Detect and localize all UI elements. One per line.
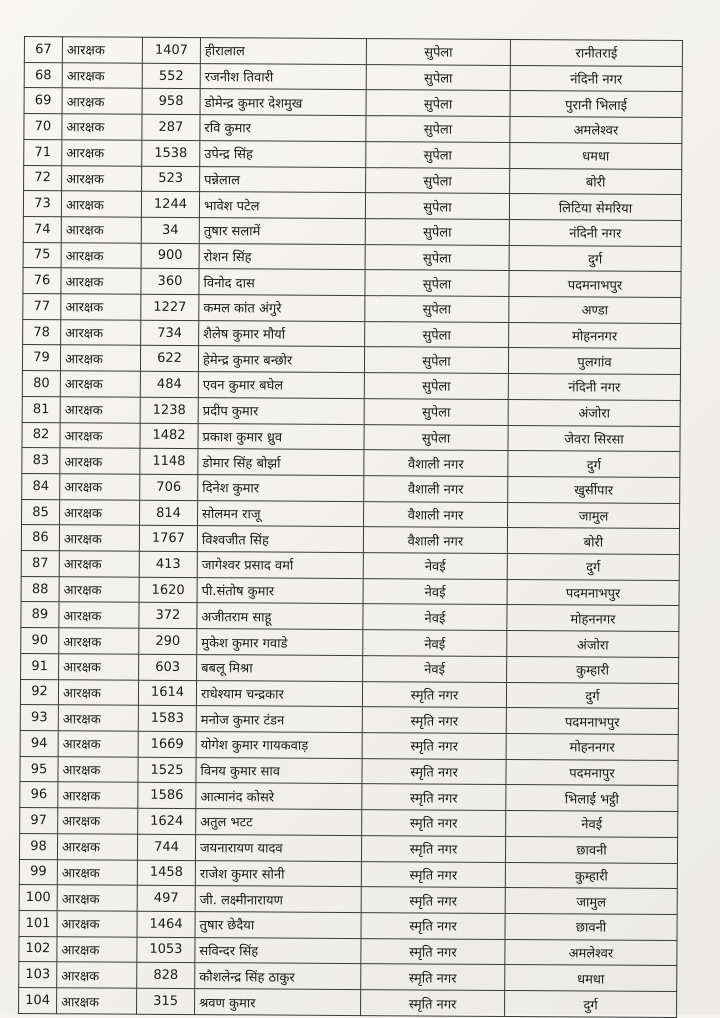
employee-name: राधेश्याम चन्द्रकार bbox=[196, 680, 362, 707]
table-row bbox=[20, 782, 678, 812]
employee-name: सोलमन राजू bbox=[198, 500, 364, 527]
employee-name: राजेश कुमार सोनी bbox=[195, 860, 361, 887]
current-posting: सुपेला bbox=[366, 64, 510, 91]
new-posting: दुर्ग bbox=[508, 451, 680, 478]
table-row bbox=[24, 165, 682, 195]
serial-number: 85 bbox=[22, 499, 60, 525]
new-posting: खुर्सीपार bbox=[508, 476, 680, 503]
table-row bbox=[19, 936, 677, 966]
employee-name: भावेश पटेल bbox=[199, 192, 365, 219]
serial-number: 80 bbox=[22, 371, 60, 397]
rank-cell: आरक्षक bbox=[60, 422, 140, 448]
current-posting: नेवई bbox=[363, 604, 507, 631]
badge-number: 484 bbox=[140, 371, 198, 397]
current-posting: स्मृति नगर bbox=[362, 707, 506, 734]
employee-name: विनय कुमार साव bbox=[196, 757, 362, 784]
table-row bbox=[23, 268, 681, 298]
new-posting: जेवरा सिरसा bbox=[508, 425, 680, 452]
current-posting: सुपेला bbox=[365, 321, 509, 348]
table-row bbox=[24, 88, 682, 118]
serial-number: 81 bbox=[22, 396, 60, 422]
serial-number: 76 bbox=[23, 268, 61, 294]
current-posting: नेवई bbox=[363, 630, 507, 657]
current-posting: सुपेला bbox=[365, 193, 509, 220]
serial-number: 96 bbox=[20, 782, 58, 808]
new-posting: धमधा bbox=[510, 142, 682, 169]
rank-cell: आरक्षक bbox=[61, 191, 141, 217]
new-posting: जामुल bbox=[505, 888, 677, 915]
employee-name: हेमेन्द्र कुमार बन्छोर bbox=[198, 346, 364, 373]
employee-name: डोमेन्द्र कुमार देशमुख bbox=[200, 89, 366, 116]
rank-cell: आरक्षक bbox=[59, 525, 139, 551]
table-row bbox=[19, 859, 677, 889]
serial-number: 71 bbox=[24, 139, 62, 165]
new-posting: छावनी bbox=[505, 836, 677, 863]
new-posting: अमलेश्वर bbox=[510, 117, 682, 144]
current-posting: सुपेला bbox=[365, 270, 509, 297]
rank-cell: आरक्षक bbox=[61, 319, 141, 345]
employee-name: योगेश कुमार गायकवाड़ bbox=[196, 732, 362, 759]
employee-name: रजनीश तिवारी bbox=[200, 63, 366, 90]
table-row bbox=[20, 756, 678, 786]
badge-number: 1767 bbox=[139, 526, 197, 552]
employee-name: विश्वजीत सिंह bbox=[197, 526, 363, 553]
rank-cell: आरक्षक bbox=[57, 885, 137, 911]
new-posting: नंदिनी नगर bbox=[509, 219, 681, 246]
badge-number: 900 bbox=[141, 243, 199, 269]
employee-name: बबलू मिश्रा bbox=[197, 654, 363, 681]
table-row bbox=[21, 576, 679, 606]
serial-number: 72 bbox=[24, 165, 62, 191]
rank-cell: आरक्षक bbox=[60, 448, 140, 474]
new-posting: मोहननगर bbox=[509, 322, 681, 349]
badge-number: 1538 bbox=[142, 140, 200, 166]
badge-number: 413 bbox=[139, 551, 197, 577]
serial-number: 92 bbox=[20, 679, 58, 705]
serial-number: 98 bbox=[19, 833, 57, 859]
badge-number: 315 bbox=[137, 988, 195, 1014]
serial-number: 77 bbox=[23, 294, 61, 320]
current-posting: स्मृति नगर bbox=[361, 990, 505, 1017]
new-posting: बोरी bbox=[507, 528, 679, 555]
rank-cell: आरक्षक bbox=[62, 62, 142, 88]
current-posting: सुपेला bbox=[366, 167, 510, 194]
rank-cell: आरक्षक bbox=[59, 628, 139, 654]
serial-number: 101 bbox=[19, 910, 57, 936]
employee-name: जी. लक्ष्मीनारायण bbox=[195, 886, 361, 913]
rank-cell: आरक्षक bbox=[60, 345, 140, 371]
serial-number: 79 bbox=[22, 345, 60, 371]
table-body bbox=[19, 37, 683, 1018]
badge-number: 360 bbox=[141, 269, 199, 295]
serial-number: 67 bbox=[24, 37, 62, 63]
serial-number: 102 bbox=[19, 936, 57, 962]
current-posting: वैशाली नगर bbox=[363, 527, 507, 554]
serial-number: 87 bbox=[21, 551, 59, 577]
rank-cell: आरक्षक bbox=[60, 499, 140, 525]
new-posting: पदमनाभपुर bbox=[509, 271, 681, 298]
rank-cell: आरक्षक bbox=[57, 988, 137, 1014]
current-posting: स्मृति नगर bbox=[361, 964, 505, 991]
current-posting: सुपेला bbox=[364, 398, 508, 425]
table-row bbox=[20, 679, 678, 709]
new-posting: अंजोरा bbox=[507, 631, 679, 658]
rank-cell: आरक्षक bbox=[61, 217, 141, 243]
new-posting: दुर्ग bbox=[509, 245, 681, 272]
employee-name: जयनारायण यादव bbox=[195, 834, 361, 861]
serial-number: 74 bbox=[23, 216, 61, 242]
table-row bbox=[21, 551, 679, 581]
new-posting: भिलाई भट्ठी bbox=[506, 785, 678, 812]
serial-number: 95 bbox=[20, 756, 58, 782]
rank-cell: आरक्षक bbox=[58, 808, 138, 834]
current-posting: स्मृति नगर bbox=[362, 758, 506, 785]
serial-number: 88 bbox=[21, 576, 59, 602]
rank-cell: आरक्षक bbox=[57, 859, 137, 885]
table-row bbox=[20, 808, 678, 838]
rank-cell: आरक्षक bbox=[60, 474, 140, 500]
table-row bbox=[23, 319, 681, 349]
rank-cell: आरक्षक bbox=[60, 397, 140, 423]
employee-name: कमल कांत अंगुरे bbox=[199, 295, 365, 322]
current-posting: सुपेला bbox=[366, 116, 510, 143]
serial-number: 94 bbox=[20, 730, 58, 756]
badge-number: 1244 bbox=[141, 191, 199, 217]
rank-cell: आरक्षक bbox=[58, 756, 138, 782]
employee-name: रवि कुमार bbox=[200, 115, 366, 142]
new-posting: अंजोरा bbox=[508, 399, 680, 426]
table-row bbox=[22, 499, 680, 529]
badge-number: 1482 bbox=[140, 423, 198, 449]
badge-number: 1458 bbox=[137, 860, 195, 886]
badge-number: 287 bbox=[142, 114, 200, 140]
table-row bbox=[22, 422, 680, 452]
new-posting: लिटिया सेमरिया bbox=[509, 194, 681, 221]
current-posting: वैशाली नगर bbox=[364, 450, 508, 477]
employee-name: तुषार छेदैया bbox=[195, 911, 361, 938]
rank-cell: आरक्षक bbox=[59, 551, 139, 577]
current-posting: स्मृति नगर bbox=[362, 733, 506, 760]
rank-cell: आरक्षक bbox=[57, 936, 137, 962]
serial-number: 78 bbox=[23, 319, 61, 345]
employee-name: डोमार सिंह बोर्झा bbox=[198, 449, 364, 476]
current-posting: वैशाली नगर bbox=[364, 501, 508, 528]
current-posting: स्मृति नगर bbox=[361, 887, 505, 914]
new-posting: मोहननगर bbox=[507, 605, 679, 632]
new-posting: पदमनाभपुर bbox=[507, 579, 679, 606]
serial-number: 103 bbox=[19, 962, 57, 988]
rank-cell: आरक्षक bbox=[60, 371, 140, 397]
new-posting: अमलेश्वर bbox=[505, 939, 677, 966]
rank-cell: आरक्षक bbox=[62, 140, 142, 166]
current-posting: सुपेला bbox=[365, 219, 509, 246]
current-posting: सुपेला bbox=[366, 141, 510, 168]
badge-number: 603 bbox=[139, 654, 197, 680]
employee-name: प्रदीप कुमार bbox=[198, 397, 364, 424]
table-row bbox=[24, 139, 682, 169]
badge-number: 1238 bbox=[140, 397, 198, 423]
serial-number: 100 bbox=[19, 885, 57, 911]
employee-name: मुकेश कुमार गवाडे bbox=[197, 629, 363, 656]
serial-number: 84 bbox=[22, 473, 60, 499]
current-posting: सुपेला bbox=[366, 39, 510, 66]
new-posting: पुलगांव bbox=[508, 348, 680, 375]
employee-name: मनोज कुमार टंडन bbox=[196, 706, 362, 733]
current-posting: सुपेला bbox=[364, 424, 508, 451]
employee-name: प्रकाश कुमार ध्रुव bbox=[198, 423, 364, 450]
badge-number: 828 bbox=[137, 963, 195, 989]
badge-number: 290 bbox=[139, 628, 197, 654]
employee-name: विनोद दास bbox=[199, 269, 365, 296]
serial-number: 104 bbox=[19, 988, 57, 1014]
serial-number: 75 bbox=[23, 242, 61, 268]
current-posting: सुपेला bbox=[366, 90, 510, 117]
employee-name: रोशन सिंह bbox=[199, 243, 365, 270]
rank-cell: आरक्षक bbox=[57, 911, 137, 937]
new-posting: जामुल bbox=[508, 502, 680, 529]
table-row bbox=[23, 191, 681, 221]
badge-number: 814 bbox=[140, 500, 198, 526]
badge-number: 1583 bbox=[138, 705, 196, 731]
employee-name: आत्मानंद कोसरे bbox=[196, 783, 362, 810]
current-posting: वैशाली नगर bbox=[364, 476, 508, 503]
new-posting: छावनी bbox=[505, 913, 677, 940]
rank-cell: आरक्षक bbox=[59, 576, 139, 602]
table-row bbox=[21, 525, 679, 555]
new-posting: नंदिनी नगर bbox=[508, 374, 680, 401]
table-row bbox=[19, 962, 677, 992]
badge-number: 744 bbox=[137, 834, 195, 860]
table-row bbox=[21, 602, 679, 632]
new-posting: अण्डा bbox=[509, 296, 681, 323]
rank-cell: आरक्षक bbox=[62, 114, 142, 140]
serial-number: 99 bbox=[19, 859, 57, 885]
employee-name: उपेन्द्र सिंह bbox=[200, 140, 366, 167]
new-posting: धमधा bbox=[505, 965, 677, 992]
badge-number: 1624 bbox=[138, 808, 196, 834]
new-posting: पदमनाभपुर bbox=[506, 708, 678, 735]
badge-number: 1614 bbox=[138, 680, 196, 706]
table-row bbox=[24, 37, 682, 67]
table-row bbox=[22, 396, 680, 426]
table-row bbox=[19, 885, 677, 915]
employee-name: जागेश्वर प्रसाद वर्मा bbox=[197, 552, 363, 579]
table-row bbox=[23, 242, 681, 272]
current-posting: नेवई bbox=[363, 553, 507, 580]
badge-number: 734 bbox=[141, 320, 199, 346]
new-posting: बोरी bbox=[510, 168, 682, 195]
rank-cell: आरक्षक bbox=[61, 268, 141, 294]
badge-number: 706 bbox=[140, 474, 198, 500]
serial-number: 93 bbox=[20, 705, 58, 731]
table-row bbox=[19, 988, 677, 1018]
current-posting: स्मृति नगर bbox=[361, 861, 505, 888]
badge-number: 552 bbox=[142, 63, 200, 89]
badge-number: 497 bbox=[137, 885, 195, 911]
current-posting: सुपेला bbox=[364, 373, 508, 400]
new-posting: नेवई bbox=[506, 811, 678, 838]
badge-number: 1227 bbox=[141, 294, 199, 320]
table-row bbox=[22, 371, 680, 401]
rank-cell: आरक्षक bbox=[62, 165, 142, 191]
table-row bbox=[24, 114, 682, 144]
serial-number: 68 bbox=[24, 62, 62, 88]
badge-number: 1620 bbox=[139, 577, 197, 603]
badge-number: 1148 bbox=[140, 448, 198, 474]
rank-cell: आरक्षक bbox=[62, 88, 142, 114]
current-posting: स्मृति नगर bbox=[361, 835, 505, 862]
rank-cell: आरक्षक bbox=[58, 705, 138, 731]
table-row bbox=[20, 705, 678, 735]
badge-number: 372 bbox=[139, 603, 197, 629]
rank-cell: आरक्षक bbox=[59, 654, 139, 680]
rank-cell: आरक्षक bbox=[61, 242, 141, 268]
employee-name: सविन्दर सिंह bbox=[195, 937, 361, 964]
table-row bbox=[19, 910, 677, 940]
new-posting: नंदिनी नगर bbox=[510, 65, 682, 92]
badge-number: 34 bbox=[141, 217, 199, 243]
table-row bbox=[21, 628, 679, 658]
table-row bbox=[23, 294, 681, 324]
serial-number: 69 bbox=[24, 88, 62, 114]
current-posting: स्मृति नगर bbox=[362, 810, 506, 837]
current-posting: सुपेला bbox=[364, 347, 508, 374]
current-posting: नेवई bbox=[363, 578, 507, 605]
employee-name: एवन कुमार बघेल bbox=[198, 372, 364, 399]
employee-name: पन्नेलाल bbox=[200, 166, 366, 193]
rank-cell: आरक्षक bbox=[58, 782, 138, 808]
rank-cell: आरक्षक bbox=[58, 731, 138, 757]
table-row bbox=[21, 653, 679, 683]
employee-name: शैलेष कुमार मौर्या bbox=[199, 320, 365, 347]
rank-cell: आरक्षक bbox=[58, 679, 138, 705]
table-row bbox=[24, 62, 682, 92]
badge-number: 1586 bbox=[138, 783, 196, 809]
serial-number: 86 bbox=[21, 525, 59, 551]
serial-number: 89 bbox=[21, 602, 59, 628]
badge-number: 958 bbox=[142, 89, 200, 115]
badge-number: 1525 bbox=[138, 757, 196, 783]
current-posting: नेवई bbox=[363, 655, 507, 682]
rank-cell: आरक्षक bbox=[62, 37, 142, 63]
new-posting: पुरानी भिलाई bbox=[510, 91, 682, 118]
table-row bbox=[22, 473, 680, 503]
table-row bbox=[19, 833, 677, 863]
employee-name: अजीतराम साहू bbox=[197, 603, 363, 630]
badge-number: 1464 bbox=[137, 911, 195, 937]
new-posting: कुम्हारी bbox=[505, 862, 677, 889]
new-posting: रानीतराई bbox=[510, 39, 682, 66]
employee-name: श्रवण कुमार bbox=[195, 989, 361, 1016]
table-row bbox=[20, 730, 678, 760]
table-row bbox=[22, 448, 680, 478]
badge-number: 622 bbox=[140, 346, 198, 372]
employee-name: अतुल भटट bbox=[196, 809, 362, 836]
transfer-list-table bbox=[18, 36, 683, 1018]
new-posting: मोहननगर bbox=[506, 733, 678, 760]
new-posting: कुम्हारी bbox=[507, 656, 679, 683]
rank-cell: आरक्षक bbox=[59, 602, 139, 628]
employee-name: दिनेश कुमार bbox=[198, 475, 364, 502]
badge-number: 523 bbox=[142, 166, 200, 192]
current-posting: सुपेला bbox=[365, 296, 509, 323]
rank-cell: आरक्षक bbox=[57, 834, 137, 860]
rank-cell: आरक्षक bbox=[61, 294, 141, 320]
employee-name: हीरालाल bbox=[200, 38, 366, 65]
employee-name: तुषार सलामें bbox=[199, 217, 365, 244]
current-posting: सुपेला bbox=[365, 244, 509, 271]
serial-number: 73 bbox=[23, 191, 61, 217]
new-posting: दुर्ग bbox=[505, 990, 677, 1017]
new-posting: दुर्ग bbox=[506, 682, 678, 709]
current-posting: स्मृति नगर bbox=[361, 938, 505, 965]
badge-number: 1669 bbox=[138, 731, 196, 757]
badge-number: 1407 bbox=[142, 37, 200, 63]
current-posting: स्मृति नगर bbox=[362, 784, 506, 811]
current-posting: स्मृति नगर bbox=[362, 681, 506, 708]
current-posting: स्मृति नगर bbox=[361, 912, 505, 939]
employee-name: पी.संतोष कुमार bbox=[197, 577, 363, 604]
new-posting: दुर्ग bbox=[507, 554, 679, 581]
serial-number: 91 bbox=[21, 653, 59, 679]
table-row bbox=[23, 216, 681, 246]
serial-number: 82 bbox=[22, 422, 60, 448]
serial-number: 97 bbox=[20, 808, 58, 834]
rank-cell: आरक्षक bbox=[57, 962, 137, 988]
serial-number: 83 bbox=[22, 448, 60, 474]
serial-number: 90 bbox=[21, 628, 59, 654]
employee-name: कौशलेन्द्र सिंह ठाकुर bbox=[195, 963, 361, 990]
table-row bbox=[22, 345, 680, 375]
serial-number: 70 bbox=[24, 114, 62, 140]
new-posting: पदमनापुर bbox=[506, 759, 678, 786]
badge-number: 1053 bbox=[137, 937, 195, 963]
